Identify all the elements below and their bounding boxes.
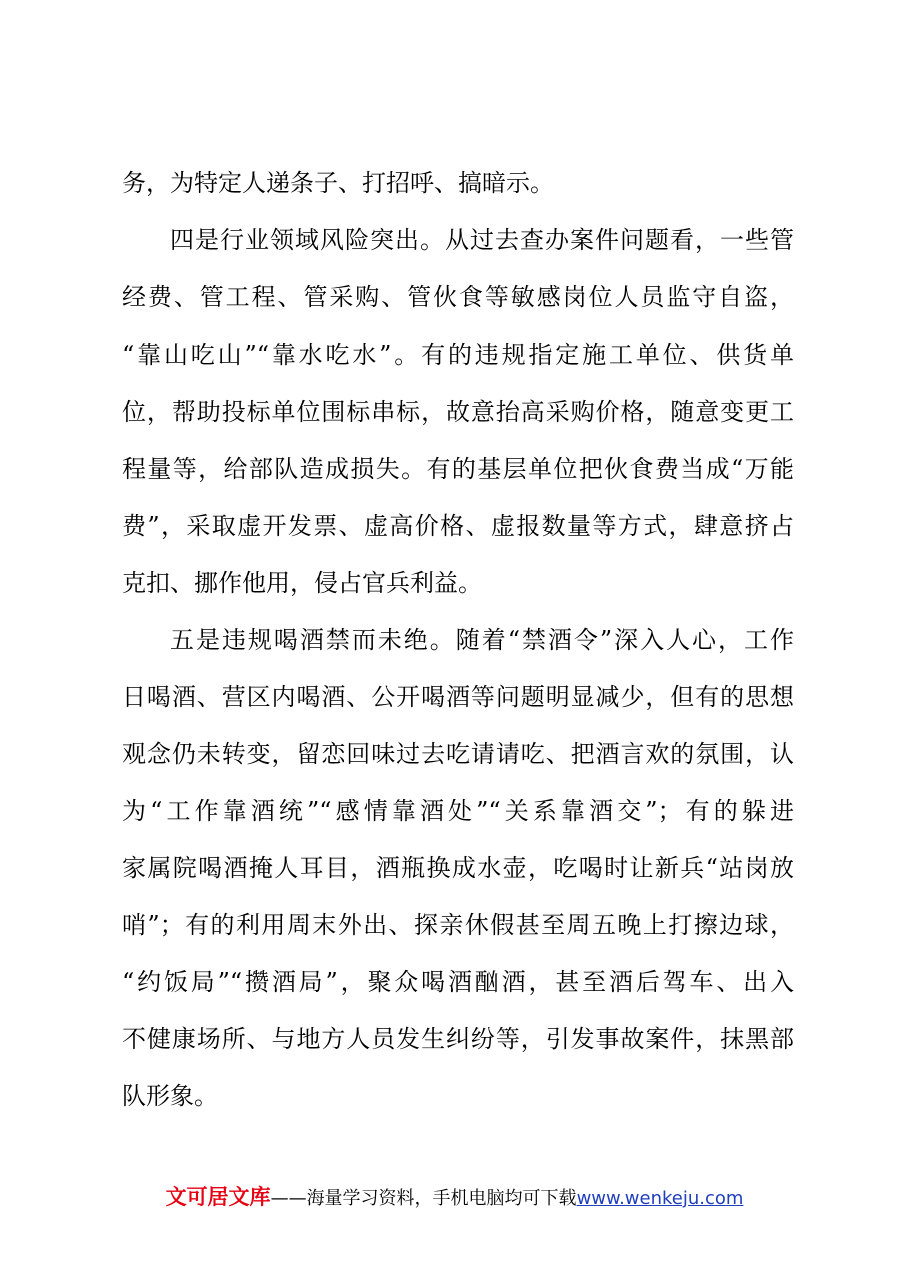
paragraph-line: “靠山吃山”“靠水吃水”。有的违规指定施工单位、供货单: [122, 341, 794, 369]
website-link[interactable]: www.wenkeju.com: [576, 1188, 744, 1209]
paragraph-line: 五是违规喝酒禁而未绝。随着“禁酒令”深入人心，工作: [170, 626, 794, 654]
paragraph-line: “约饭局”“攒酒局”，聚众喝酒酗酒，甚至酒后驾车、出入: [122, 968, 794, 996]
paragraph-line: 费”，采取虚开发票、虚高价格、虚报数量等方式，肆意挤占: [122, 512, 794, 540]
paragraph-line: 四是行业领域风险突出。从过去查办案件问题看，一些管: [170, 226, 794, 254]
paragraph-line: 经费、管工程、管采购、管伙食等敏感岗位人员监守自盗，: [122, 283, 794, 311]
footer-banner: [0, 1184, 909, 1212]
paragraph-line: 为“工作靠酒统”“感情靠酒处”“关系靠酒交”；有的躲进: [122, 797, 794, 825]
paragraph-line: 哨”；有的利用周末外出、探亲休假甚至周五晚上打擦边球，: [122, 911, 794, 939]
brand-name: 文可居文库: [165, 1185, 271, 1209]
paragraph-line: 克扣、挪作他用，侵占官兵利益。: [122, 569, 482, 597]
paragraph-line: 不健康场所、与地方人员发生纠纷等，引发事故案件，抹黑部: [122, 1025, 794, 1053]
paragraph-line: 位，帮助投标单位围标串标，故意抬高采购价格，随意变更工: [122, 398, 794, 426]
paragraph-line: 家属院喝酒掩人耳目，酒瓶换成水壶，吃喝时让新兵“站岗放: [122, 854, 794, 882]
footer-tagline: ——海量学习资料，手机电脑均可下载: [270, 1188, 577, 1209]
paragraph-line: 务，为特定人递条子、打招呼、搞暗示。: [122, 169, 554, 197]
paragraph-line: 日喝酒、营区内喝酒、公开喝酒等问题明显减少，但有的思想: [122, 683, 794, 711]
paragraph-line: 观念仍未转变，留恋回味过去吃请请吃、把酒言欢的氛围，认: [122, 740, 794, 768]
paragraph-line: 程量等，给部队造成损失。有的基层单位把伙食费当成“万能: [122, 455, 794, 483]
paragraph-line: 队形象。: [122, 1082, 218, 1110]
